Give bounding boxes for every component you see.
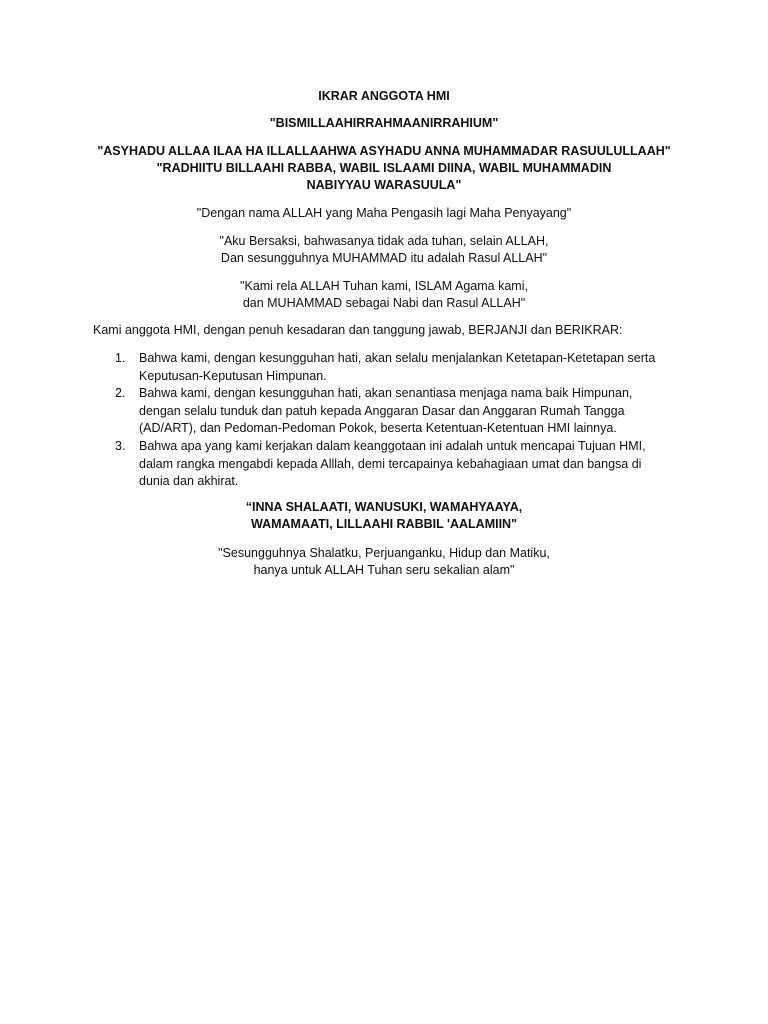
pledge-number: 1. — [115, 351, 126, 365]
closing-translation-line-1: "Sesungguhnya Shalatku, Perjuanganku, Hidup dan Matiku, — [218, 546, 550, 560]
ridha-translation-line-1: "Kami rela ALLAH Tuhan kami, ISLAM Agama kami, — [240, 279, 528, 293]
pledge-text — [139, 385, 683, 438]
pledge-line: (AD/ART), dan Pedoman-Pedoman Pokok, beserta Ketentuan-Ketentuan HMI lainnya. — [139, 421, 617, 436]
pledge-line: Bahwa kami, dengan kesungguhan hati, akan senantiasa menjaga nama baik Himpunan, — [139, 386, 633, 401]
basmalah-translation-line: "Dengan nama ALLAH yang Maha Pengasih lagi Maha Penyayang" — [196, 206, 572, 220]
syahadat-line-1: "ASYHADU ALLAA ILAA HA ILLALLAAHWA ASYHADU ANNA MUHAMMADAR RASUULULLAAH" — [97, 144, 671, 158]
syahadat-block — [0, 143, 768, 194]
document-title — [0, 88, 768, 105]
syahadat-translation-line-1: "Aku Bersaksi, bahwasanya tidak ada tuhan, selain ALLAH, — [219, 234, 549, 248]
pledge-number: 2. — [115, 386, 126, 401]
title-line: IKRAR ANGGOTA HMI — [318, 89, 450, 103]
closing-arabic-line-1: “INNA SHALAATI, WANUSUKI, WAMAHYAAYA, — [245, 500, 523, 514]
syahadat-line-3: NABIYYAU WARASUULA" — [306, 178, 462, 192]
closing-arabic — [0, 499, 768, 533]
basmalah-line: "BISMILLAAHIRRAHMAANIRRAHIUM" — [269, 116, 499, 130]
ridha-translation — [0, 278, 768, 312]
pledge-number: 3. — [115, 438, 126, 453]
closing-translation — [0, 545, 768, 579]
pledge-text — [139, 350, 683, 385]
pledge-intro: Kami anggota HMI, dengan penuh kesadaran dan tanggung jawab, BERJANJI dan BERIKRAR: — [93, 323, 623, 337]
pledge-line: Bahwa apa yang kami kerjakan dalam keanggotaan ini adalah untuk mencapai Tujuan HMI, — [139, 438, 646, 453]
syahadat-line-2: "RADHIITU BILLAAHI RABBA, WABIL ISLAAMI DIINA, WABIL MUHAMMADIN — [156, 161, 612, 175]
closing-arabic-line-2: WAMAMAATI, LILLAAHI RABBIL 'AALAMIIN" — [250, 517, 518, 531]
pledge-line: Keputusan-Keputusan Himpunan. — [139, 368, 327, 383]
pledge-line: Bahwa kami, dengan kesungguhan hati, akan selalu menjalankan Ketetapan-Ketetapan serta — [139, 351, 656, 365]
syahadat-translation-line-2: Dan sesungguhnya MUHAMMAD itu adalah Rasul ALLAH" — [220, 251, 548, 265]
ridha-translation-line-2: dan MUHAMMAD sebagai Nabi dan Rasul ALLAH" — [242, 296, 526, 310]
pledge-item-1 — [93, 350, 683, 385]
pledge-item-3 — [93, 438, 683, 491]
pledge-text — [139, 438, 683, 491]
closing-translation-line-2: hanya untuk ALLAH Tuhan seru sekalian alam" — [253, 563, 515, 577]
pledge-line: dunia dan akhirat. — [139, 474, 239, 489]
basmalah-heading — [0, 115, 768, 132]
pledge-list — [93, 350, 683, 491]
pledge-line: dengan selalu tunduk dan patuh kepada Anggaran Dasar dan Anggaran Rumah Tangga — [139, 403, 625, 418]
syahadat-translation — [0, 233, 768, 267]
pledge-item-2 — [93, 385, 683, 438]
pledge-line: dalam rangka mengabdi kepada Alllah, demi tercapainya kebahagiaan umat dan bangsa di — [139, 456, 642, 471]
basmalah-translation — [0, 205, 768, 222]
